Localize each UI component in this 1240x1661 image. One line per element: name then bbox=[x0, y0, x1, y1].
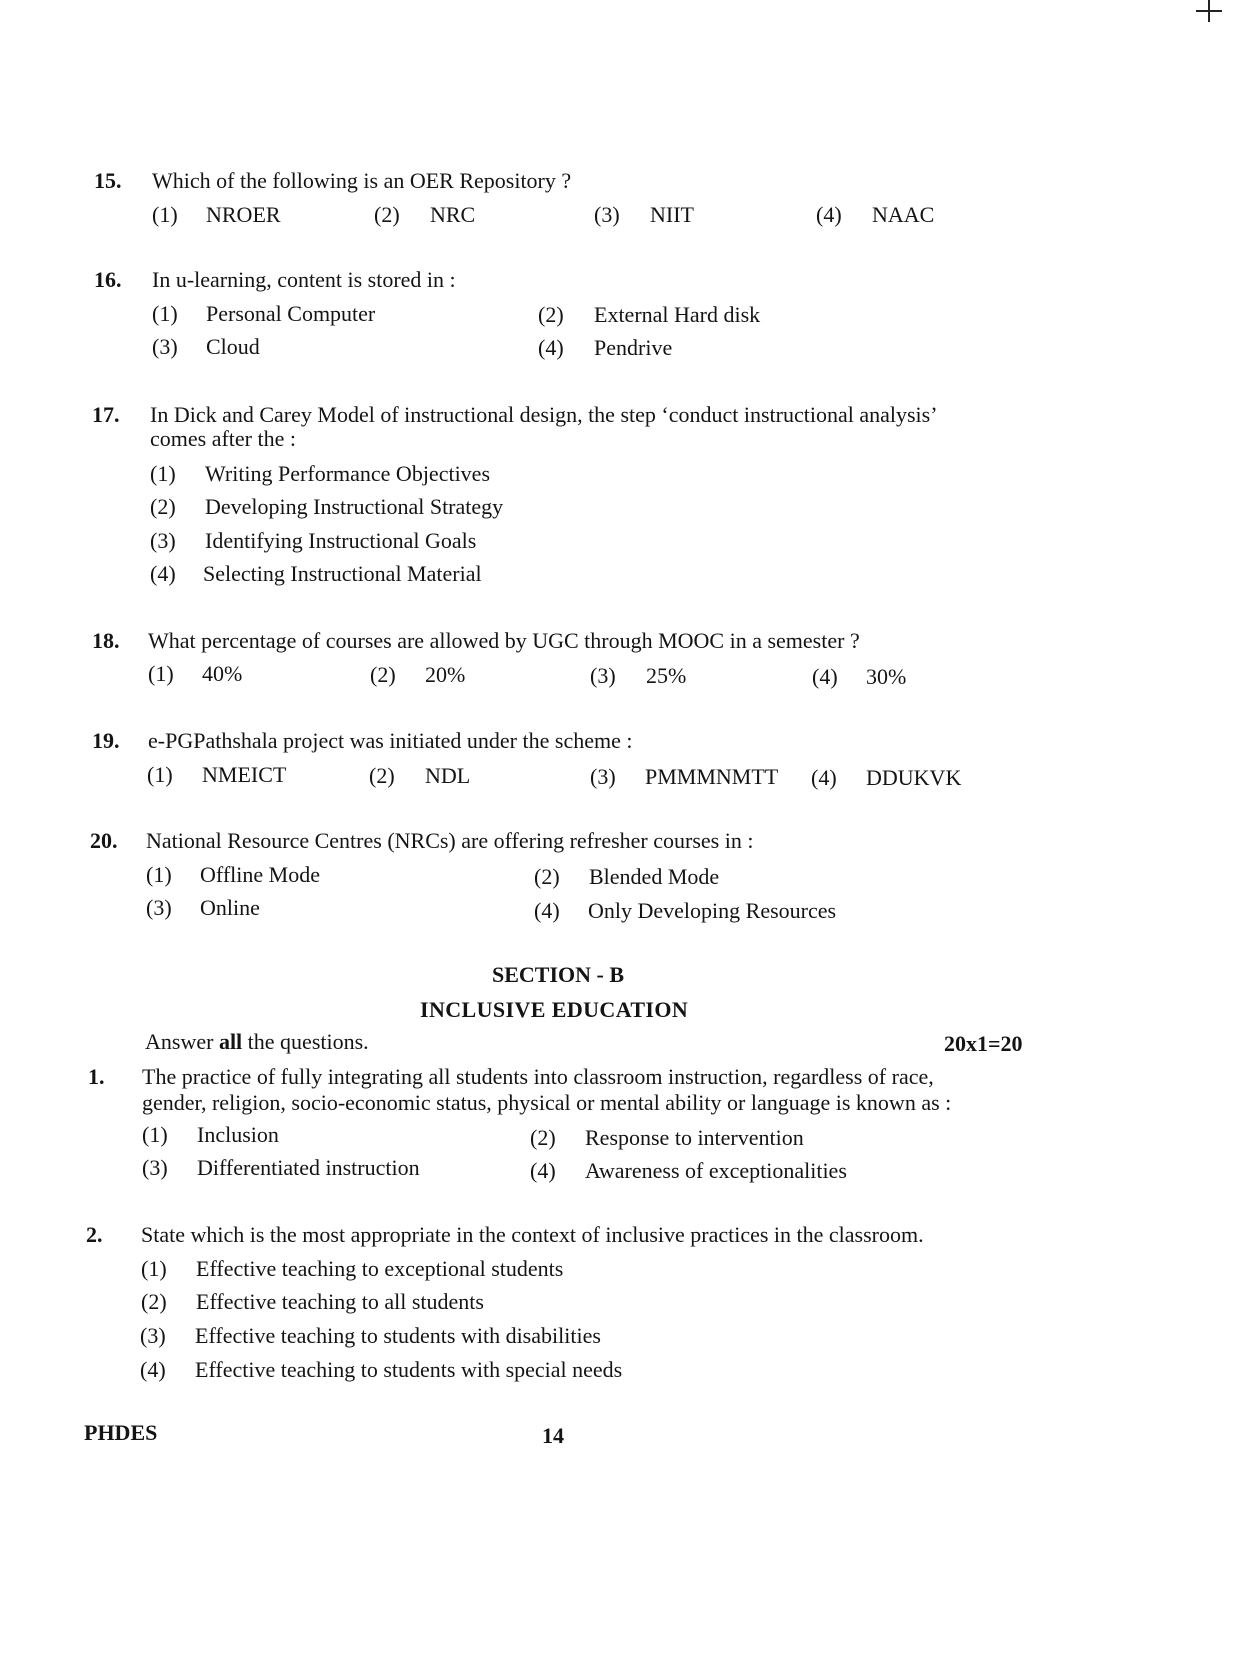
option-text: Offline Mode bbox=[200, 862, 320, 887]
option-text: PMMMNMTT bbox=[645, 764, 779, 789]
option-number: (2) bbox=[534, 864, 560, 889]
registration-mark bbox=[1196, 0, 1222, 24]
question-text-line-1: The practice of fully integrating all students into classroom instruction, regardless of race, bbox=[142, 1064, 934, 1089]
option-number: (1) bbox=[152, 301, 178, 326]
option-number: (2) bbox=[530, 1125, 556, 1150]
option-number: (3) bbox=[594, 202, 620, 227]
option-text: DDUKVK bbox=[866, 765, 962, 790]
option-text: Blended Mode bbox=[589, 864, 720, 889]
option-number: (1) bbox=[152, 202, 178, 227]
option-number: (1) bbox=[148, 661, 174, 686]
instruction-text: the questions. bbox=[242, 1029, 369, 1054]
option-text: 20% bbox=[425, 662, 466, 687]
option-number: (1) bbox=[146, 862, 172, 887]
option-number: (4) bbox=[534, 898, 560, 923]
question-number: 2. bbox=[86, 1222, 103, 1247]
option-text: Personal Computer bbox=[206, 301, 376, 326]
option-text: Online bbox=[200, 895, 260, 920]
option-text: NDL bbox=[425, 763, 471, 788]
instruction-text: Answer bbox=[145, 1029, 219, 1054]
option-text: Only Developing Resources bbox=[588, 898, 837, 923]
option-text: Response to intervention bbox=[585, 1125, 804, 1150]
option-text: Differentiated instruction bbox=[197, 1155, 420, 1180]
question-number: 17. bbox=[92, 402, 120, 427]
option-number: (4) bbox=[140, 1357, 166, 1382]
option-number: (3) bbox=[140, 1323, 166, 1348]
option-text: Developing Instructional Strategy bbox=[205, 494, 504, 519]
option-number: (2) bbox=[369, 763, 395, 788]
paper-code: PHDES bbox=[84, 1420, 158, 1445]
option-number: (3) bbox=[152, 334, 178, 359]
option-text: 25% bbox=[646, 663, 687, 688]
option-number: (1) bbox=[142, 1122, 168, 1147]
option-number: (2) bbox=[538, 302, 564, 327]
option-text: Selecting Instructional Material bbox=[203, 561, 482, 586]
option-number: (2) bbox=[374, 202, 400, 227]
option-text: 40% bbox=[202, 661, 243, 686]
option-number: (3) bbox=[590, 663, 616, 688]
option-text: 30% bbox=[866, 664, 907, 689]
option-number: (4) bbox=[538, 335, 564, 360]
question-text-line-1: In Dick and Carey Model of instructional design, the step ‘conduct instructional analysis’ bbox=[150, 402, 938, 427]
question-number: 19. bbox=[92, 728, 120, 753]
option-number: (4) bbox=[811, 765, 837, 790]
question-number: 16. bbox=[94, 267, 122, 292]
option-text: Inclusion bbox=[197, 1122, 279, 1147]
question-text: e-PGPathshala project was initiated under the scheme : bbox=[148, 728, 633, 753]
option-text: Pendrive bbox=[594, 335, 673, 360]
question-number: 18. bbox=[92, 628, 120, 653]
question-text-line-2: comes after the : bbox=[150, 426, 296, 451]
section-title: SECTION - B bbox=[492, 962, 625, 987]
option-number: (2) bbox=[370, 662, 396, 687]
question-text-line-2: gender, religion, socio-economic status, physical or mental ability or language is known as : bbox=[142, 1090, 952, 1115]
option-number: (3) bbox=[142, 1155, 168, 1180]
option-number: (4) bbox=[530, 1158, 556, 1183]
question-text: In u-learning, content is stored in : bbox=[152, 267, 456, 292]
option-text: Awareness of exceptionalities bbox=[585, 1158, 847, 1183]
option-text: NMEICT bbox=[202, 762, 287, 787]
option-text: NAAC bbox=[872, 202, 935, 227]
option-text: Cloud bbox=[206, 334, 260, 359]
question-text: Which of the following is an OER Repository ? bbox=[152, 168, 572, 193]
option-text: NIIT bbox=[650, 202, 694, 227]
option-text: Effective teaching to all students bbox=[196, 1289, 484, 1314]
question-text: What percentage of courses are allowed by UGC through MOOC in a semester ? bbox=[148, 628, 860, 653]
option-text: Identifying Instructional Goals bbox=[205, 528, 477, 553]
option-number: (1) bbox=[150, 461, 176, 486]
option-text: External Hard disk bbox=[594, 302, 761, 327]
section-subtitle: INCLUSIVE EDUCATION bbox=[420, 997, 689, 1022]
question-number: 1. bbox=[88, 1064, 105, 1089]
option-number: (4) bbox=[816, 202, 842, 227]
option-number: (2) bbox=[141, 1289, 167, 1314]
question-number: 20. bbox=[90, 828, 118, 853]
option-number: (3) bbox=[590, 764, 616, 789]
option-number: (1) bbox=[147, 762, 173, 787]
option-text: Effective teaching to students with special needs bbox=[195, 1357, 623, 1382]
section-instruction bbox=[145, 1029, 369, 1055]
section-marks: 20x1=20 bbox=[944, 1031, 1023, 1056]
option-text: Effective teaching to exceptional students bbox=[196, 1256, 564, 1281]
option-text: NROER bbox=[206, 202, 281, 227]
option-number: (4) bbox=[812, 664, 838, 689]
option-text: Effective teaching to students with disabilities bbox=[195, 1323, 601, 1348]
option-number: (2) bbox=[150, 494, 176, 519]
instruction-emphasis: all bbox=[218, 1029, 243, 1054]
page-number: 14 bbox=[542, 1423, 564, 1448]
option-text: Writing Performance Objectives bbox=[205, 461, 491, 486]
option-number: (3) bbox=[146, 895, 172, 920]
option-number: (1) bbox=[141, 1256, 167, 1281]
option-text: NRC bbox=[430, 202, 476, 227]
option-number: (3) bbox=[150, 528, 176, 553]
question-text: National Resource Centres (NRCs) are offering refresher courses in : bbox=[146, 828, 754, 853]
question-number: 15. bbox=[94, 168, 122, 193]
question-text: State which is the most appropriate in the context of inclusive practices in the classroom. bbox=[141, 1222, 924, 1247]
option-number: (4) bbox=[150, 561, 176, 586]
